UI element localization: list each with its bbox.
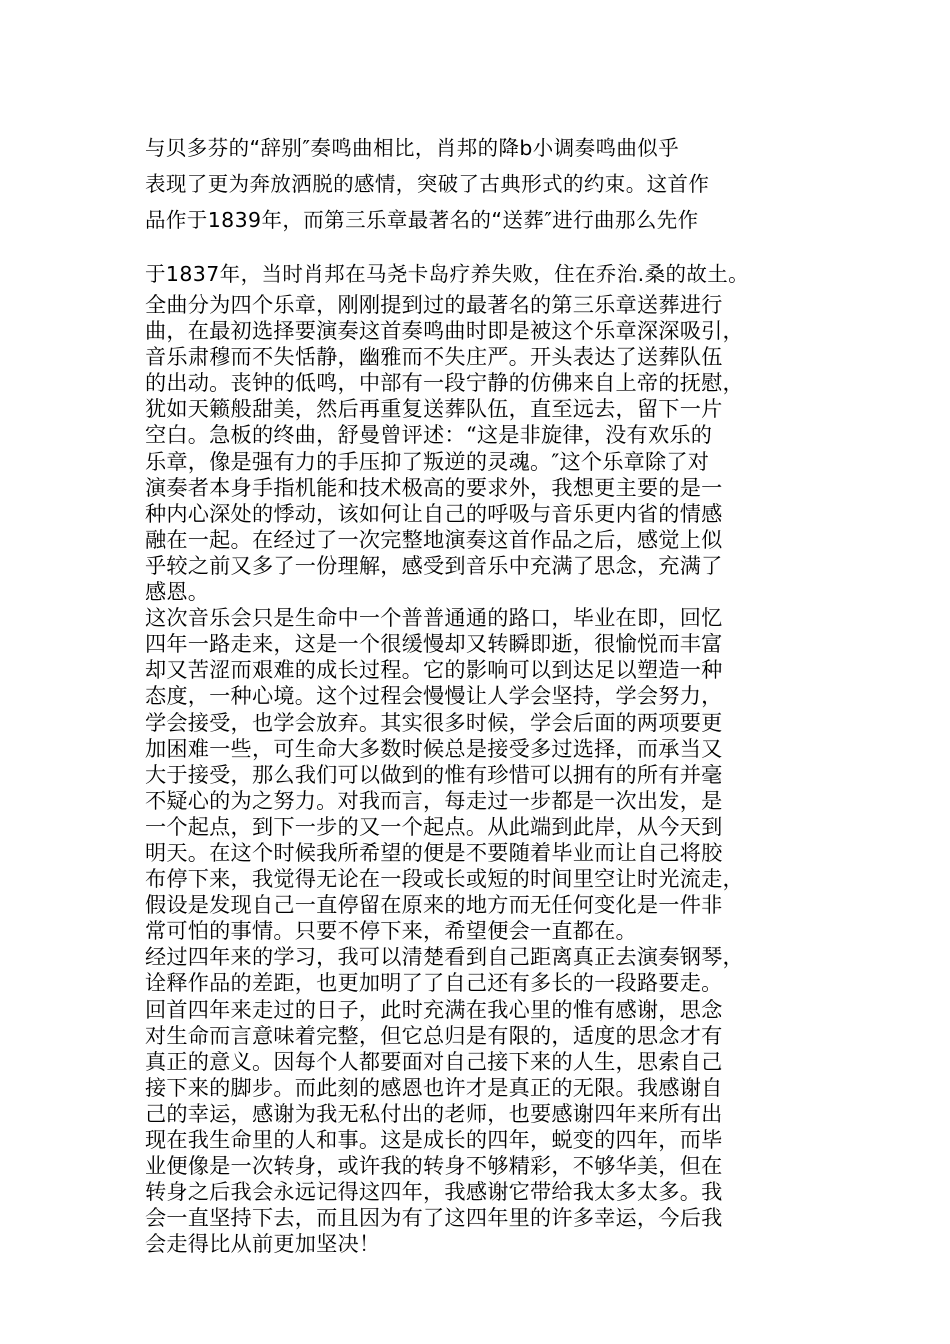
text-line: 于1837年，当时肖邦在马尧卡岛疗养失败，住在乔治.桑的故土。 [145,262,750,286]
text-line: 犹如天籁般甜美，然后再重复送葬队伍，直至远去，留下一片 [145,396,723,422]
text-line: 己的幸运，感谢为我无私付出的老师，也要感谢四年来所有出 [145,1100,723,1126]
text-line: 回首四年来走过的日子，此时充满在我心里的惟有感谢，思念 [145,996,723,1022]
text-line: 明天。在这个时候我所希望的便是不要随着毕业而让自己将胶 [145,839,723,865]
text-line: 真正的意义。因每个人都要面对自己接下来的人生，思索自己 [145,1048,723,1074]
text-line: 音乐肃穆而不失恬静，幽雅而不失庄严。开头表达了送葬队伍 [145,344,723,370]
intro-paragraph [145,130,815,292]
text-line: 品作于1839年，而第三乐章最著名的“送葬″进行曲那么先作 [145,208,699,232]
text-line: 种内心深处的悸动，该如何让自己的呼吸与音乐更内省的情感 [145,500,723,526]
text-line: 经过四年来的学习，我可以清楚看到自己距离真正去演奏钢琴， [145,944,744,970]
text-line: 感恩。 [145,579,210,605]
text-line: 学会接受，也学会放弃。其实很多时候，学会后面的两项要更 [145,709,723,735]
text-line: 全曲分为四个乐章，刚刚提到过的最著名的第三乐章送葬进行 [145,292,723,317]
text-line: 布停下来，我觉得无论在一段或长或短的时间里空让时光流走， [145,866,744,892]
text-line: 演奏者本身手指机能和技术极高的要求外，我想更主要的是一 [145,474,723,500]
text-line: 会一直坚持下去，而且因为有了这四年里的许多幸运，今后我 [145,1205,723,1231]
text-line: 四年一路走来，这是一个很缓慢却又转瞬即逝，很愉悦而丰富 [145,631,723,657]
text-line: 对生命而言意味着完整，但它总归是有限的，适度的思念才有 [145,1022,723,1048]
text-line: 乐章，像是强有力的手压抑了叛逆的灵魂。″这个乐章除了对 [145,448,710,474]
text-line: 常可怕的事情。只要不停下来，希望便会一直都在。 [145,918,637,944]
text-line: 加困难一些，可生命大多数时候总是接受多过选择，而承当又 [145,735,723,761]
text-line: 的出动。丧钟的低鸣，中部有一段宁静的仿佛来自上帝的抚慰， [145,370,744,396]
text-line: 表现了更为奔放洒脱的感情，突破了古典形式的约束。这首作 [145,172,710,196]
text-line: 假设是发现自己一直停留在原来的地方而无任何变化是一件非 [145,892,723,918]
text-line: 融在一起。在经过了一次完整地演奏这首作品之后，感觉上似 [145,526,723,552]
text-line: 曲，在最初选择要演奏这首奏鸣曲时即是被这个乐章深深吸引， [145,318,744,344]
text-line: 业便像是一次转身，或许我的转身不够精彩，不够华美，但在 [145,1153,723,1179]
text-line: 这次音乐会只是生命中一个普普通通的路口，毕业在即，回忆 [145,605,723,631]
text-line: 与贝多芬的“辞别″奏鸣曲相比，肖邦的降b小调奏鸣曲似乎 [145,136,680,160]
body-paragraphs [145,292,815,1257]
text-line: 态度，一种心境。这个过程会慢慢让人学会坚持，学会努力， [145,683,723,709]
text-line: 一个起点，到下一步的又一个起点。从此端到此岸，从今天到 [145,813,723,839]
text-line: 转身之后我会永远记得这四年，我感谢它带给我太多太多。我 [145,1179,723,1205]
text-line: 接下来的脚步。而此刻的感恩也许才是真正的无限。我感谢自 [145,1074,723,1100]
text-line: 现在我生命里的人和事。这是成长的四年，蜕变的四年，而毕 [145,1127,723,1152]
text-line: 乎较之前又多了一份理解，感受到音乐中充满了思念，充满了 [145,552,723,578]
text-line: 空白。急板的终曲，舒曼曾评述：“这是非旋律，没有欢乐的 [145,422,713,448]
text-line: 会走得比从前更加坚决！ [145,1231,381,1257]
text-line: 不疑心的为之努力。对我而言，每走过一步都是一次出发，是 [145,787,723,813]
text-line: 大于接受，那么我们可以做到的惟有珍惜可以拥有的所有并毫 [145,761,723,787]
text-line: 诠释作品的差距，也更加明了了自己还有多长的一段路要走。 [145,970,723,996]
text-line: 却又苦涩而艰难的成长过程。它的影响可以到达足以塑造一种 [145,657,723,683]
